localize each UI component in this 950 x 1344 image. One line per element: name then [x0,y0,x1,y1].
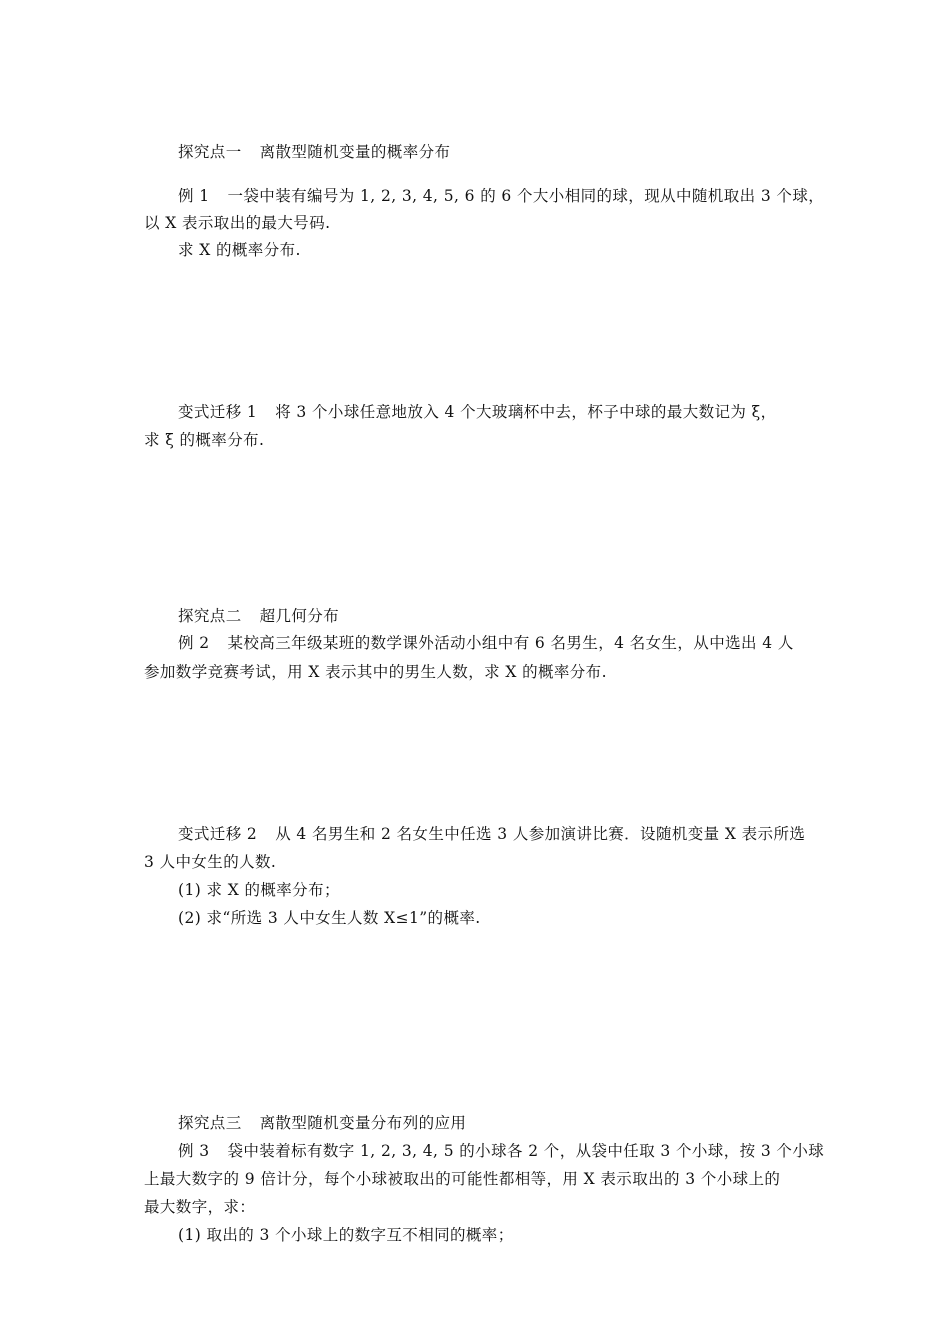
example2-label: 例 2 [178,634,210,652]
section3-heading-label: 探究点三 [178,1114,242,1132]
section3-heading [178,1113,466,1133]
variant1-line2: 求 ξ 的概率分布. [144,431,265,449]
section1-heading [178,142,450,162]
example2-text-line1: 某校高三年级某班的数学课外活动小组中有 6 名男生，4 名女生，从中选出 4 人 [227,634,794,652]
example3-line1 [178,1141,824,1161]
variant2-label: 变式迁移 2 [178,825,258,843]
example3-line3: 最大数字，求： [144,1198,256,1216]
variant1-line1 [178,402,777,422]
example1-label: 例 1 [178,187,210,205]
variant2-text-line1: 从 4 名男生和 2 名女生中任选 3 人参加演讲比赛．设随机变量 X 表示所选 [275,825,806,843]
section2-heading-title: 超几何分布 [259,607,340,625]
example1-text-line1: 一袋中装有编号为 1, 2, 3, 4, 5, 6 的 6 个大小相同的球，现从中随机取出 3 个球， [227,187,825,205]
variant2-line1 [178,824,805,844]
example3-line4: (1) 取出的 3 个小球上的数字互不相同的概率； [178,1226,514,1244]
example1-line1 [178,186,824,206]
example1-line3: 求 X 的概率分布. [178,241,301,259]
variant1-text-line1: 将 3 个小球任意地放入 4 个大玻璃杯中去，杯子中球的最大数记为 ξ， [275,403,777,421]
example2-line1 [178,633,794,653]
example3-text-line1: 袋中装着标有数字 1, 2, 3, 4, 5 的小球各 2 个，从袋中任取 3 个小球，按 3 个小球 [227,1142,825,1160]
section2-heading [178,606,339,626]
section1-heading-label: 探究点一 [178,143,242,161]
section3-heading-title: 离散型随机变量分布列的应用 [259,1114,467,1132]
section2-heading-label: 探究点二 [178,607,242,625]
example3-line2: 上最大数字的 9 倍计分，每个小球被取出的可能性都相等，用 X 表示取出的 3 个小球上的 [144,1170,781,1188]
example3-label: 例 3 [178,1142,210,1160]
variant2-line2: 3 人中女生的人数. [144,853,277,871]
variant2-line3: (1) 求 X 的概率分布； [178,881,340,899]
section1-heading-title: 离散型随机变量的概率分布 [259,143,451,161]
example2-line2: 参加数学竞赛考试，用 X 表示其中的男生人数，求 X 的概率分布. [144,663,607,681]
variant2-line4: (2) 求“所选 3 人中女生人数 X≤1”的概率. [178,909,481,927]
example1-line2: 以 X 表示取出的最大号码. [144,214,331,232]
variant1-label: 变式迁移 1 [178,403,258,421]
